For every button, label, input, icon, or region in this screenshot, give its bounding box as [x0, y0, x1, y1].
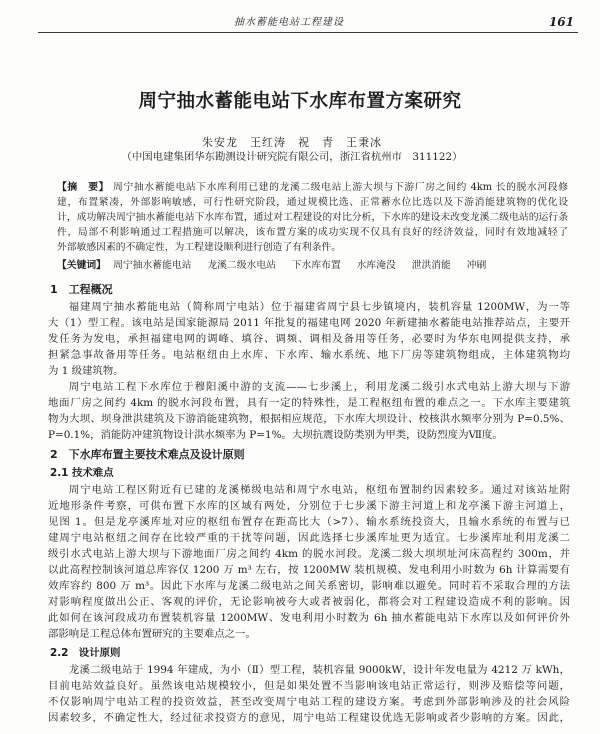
abstract-line: 建，布置紧凑，外部影响敏感，可行性研究阶段，通过规模比选、正常蓄水位比选以及下游消能建筑物的优化设 — [57, 197, 568, 208]
abstract-line: 计，成功解决周宁抽水蓄能电站下水库布置，通过对工程建设的对比分析，下水库的建设未改变龙溪二级电站的运行条 — [57, 212, 568, 223]
keyword: 下水库布置 — [291, 260, 341, 271]
abstract-label: 【摘 要】 — [57, 182, 110, 193]
body-line: 担紧急事故备用等任务。电站枢纽由上水库、下水库、输水系统、地下厂房等建筑物组成，主体建筑物均 — [48, 349, 570, 361]
keyword: 水库淹没 — [356, 260, 396, 271]
body-line: 为 1 级建筑物。 — [48, 365, 124, 377]
article-title: 周宁抽水蓄能电站下水库布置方案研究 — [138, 91, 462, 112]
body-line: 周宁电站工程下水库位于穆阳溪中游的支流——七步溪上，利用龙溪二级引水式电站上游大坝与下游 — [68, 381, 570, 393]
section-heading: 2 下水库布置主要技术难点及设计原则 — [50, 448, 245, 461]
body-line: 级引水式电站上游大坝与下游地面厂房之间约 4km 的脱水河段。龙溪二级大坝坝址河床高程约 300m，并 — [48, 548, 570, 560]
body-line: 建周宁电站枢纽之间存在比较严重的干扰等问题，因此选择七步溪库址更为适宜。七步溪库址利用龙溪二 — [48, 532, 570, 544]
subsection-heading: 2.2 设计原则 — [50, 647, 121, 659]
body-line: 不仅影响周宁电站工程的投资效益，甚至改变周宁电站工程的建设方案。考虑到外部影响涉及的社会风险 — [48, 696, 570, 708]
page-number: 161 — [548, 15, 574, 29]
body-line: 效库容约 800 万 m³。因此下水库与龙溪二级电站之间关系密切，影响难以避免。同时若不采取合理的方法 — [48, 580, 570, 592]
abstract-line: 件，局部不利影响通过工程措施可以解决，该布置方案的成功实现不仅具有良好的经济效益，同时有效地减轻了 — [57, 227, 568, 238]
keyword: 冲刷 — [466, 260, 487, 271]
abstract-line — [57, 180, 568, 195]
abstract-text: 周宁抽水蓄能电站下水库利用已建的龙溪二级电站上游大坝与下游厂房之间约 4km 长的脱水河段修 — [113, 182, 568, 193]
author-list: 朱安龙 王红涛 祝 青 王秉冰 — [202, 136, 382, 149]
body-line: 近地形条件考察，可供布置下水库的区域有两处，分别位于七步溪下游主河道上和龙亭溪下游主河道上， — [48, 500, 570, 512]
body-line: 部影响是工程总体布置研究的主要难点之一。 — [48, 628, 256, 640]
body-line: 物为大坝、坝身泄洪建筑及下游消能建筑物，根据相应规范，下水库大坝设计、校核洪水频率分别为 P=0.5%、 — [48, 413, 570, 425]
body-line: 发任务为发电，承担福建电网的调峰、填谷、调频、调相及备用等任务，必要时为华东电网提供支持，承 — [48, 333, 570, 345]
body-line: P=0.1%，消能防冲建筑物设计洪水频率为 P=1%。大坝抗震设防类别为甲类，设防烈度为Ⅶ度。 — [48, 429, 503, 441]
body-line: 地面厂房之间约 4km 的脱水河段布置，具有一定的特殊性，是工程枢纽布置的难点之一。下水库主要建筑 — [48, 397, 570, 409]
keyword: 周宁抽水蓄能电站 — [113, 260, 192, 271]
abstract-line: 外部敏感因素的不确定性，为工程建设顺利进行创造了有利条件。 — [57, 242, 342, 253]
body-line: 龙溪二级电站于 1994 年建成，为小（Ⅱ）型工程，装机容量 9000kW，设计年发电量为 4212 万 kWh， — [68, 664, 570, 676]
keywords-label: 【关键词】 — [57, 260, 106, 271]
body-line: 对影响程度做出公正、客观的评价，无论影响被夸大或者被弱化，都将会对工程建设造成不利的影响。因 — [48, 596, 570, 608]
affiliation: （中国电建集团华东勘测设计研究院有限公司，浙江省杭州市 311122） — [121, 151, 463, 163]
journal-section-title: 抽水蓄能电站工程建设 — [234, 17, 344, 28]
keyword: 龙溪二级水电站 — [207, 260, 276, 271]
body-line: 此如何在该河段成功布置装机容量 1200MW、发电利用小时数为 6h 抽水蓄能电站下水库以及如何评价外 — [48, 612, 570, 624]
body-line: 福建周宁抽水蓄能电站（简称周宁电站）位于福建省周宁县七步镇境内，装机容量 1200MW，为一等 — [68, 301, 570, 313]
keyword: 泄洪消能 — [411, 260, 451, 271]
keywords — [57, 258, 568, 273]
running-header — [38, 12, 578, 33]
section-heading: 1 工程概况 — [50, 283, 113, 296]
body-line: 因素较多，不确定性大，经过征求投资方的意见，周宁电站工程建设优选无影响或者少影响的方案。因此， — [48, 712, 570, 724]
body-line: 大（1）型工程。该电站是国家能源局 2011 年批复的福建电网 2020 年新建抽水蓄能电站推荐站点，主要开 — [48, 317, 570, 329]
body-line: 周宁电站工程区附近有已建的龙溪梯级电站和周宁水电站，枢纽布置制约因素较多。通过对该站址附 — [68, 484, 570, 496]
subsection-heading: 2.1 技术难点 — [50, 467, 114, 479]
body-line: 目前电站效益良好。虽然该电站规模较小，但是如果处置不当影响该电站正常运行，则涉及赔偿等问题， — [48, 680, 570, 692]
body-line: 见图 1。但是龙亭溪库址对应的枢纽布置存在距高比大（>7）、输水系统投资大，且输水系统的布置与已 — [48, 516, 570, 528]
body-line: 以此高程控制该河道总库容仅 1200 万 m³ 左右，按 1200MW 装机规模、发电利用小时数为 6h 计算需要有 — [48, 564, 570, 576]
